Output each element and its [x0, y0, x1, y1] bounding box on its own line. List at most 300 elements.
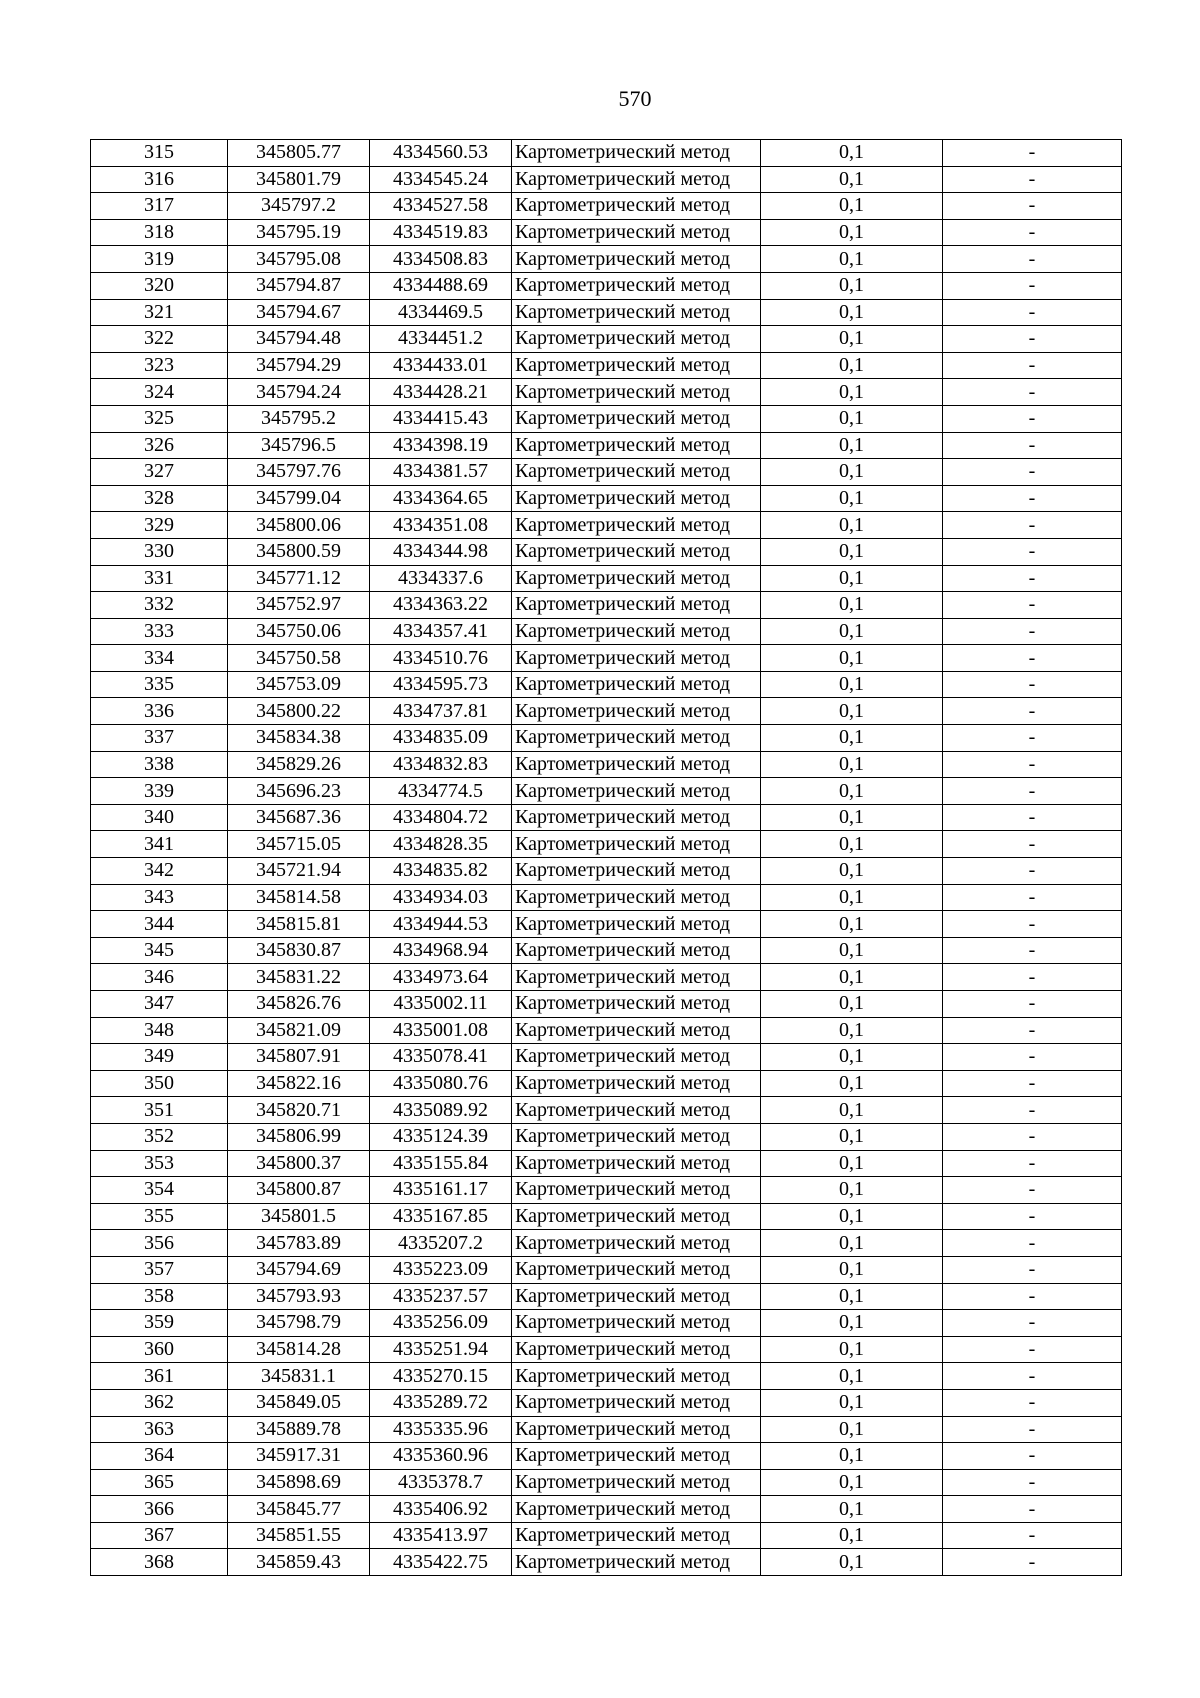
note-cell: - [943, 326, 1122, 353]
note-cell: - [943, 698, 1122, 725]
method-cell: Картометрический метод [512, 1310, 761, 1337]
accuracy-cell: 0,1 [761, 1150, 943, 1177]
accuracy-cell: 0,1 [761, 538, 943, 565]
method-cell: Картометрический метод [512, 485, 761, 512]
accuracy-cell: 0,1 [761, 1443, 943, 1470]
method-cell: Картометрический метод [512, 405, 761, 432]
accuracy-cell: 0,1 [761, 1203, 943, 1230]
x-coordinate-cell: 345783.89 [228, 1230, 370, 1257]
x-coordinate-cell: 345793.93 [228, 1283, 370, 1310]
method-cell: Картометрический метод [512, 1256, 761, 1283]
note-cell: - [943, 831, 1122, 858]
accuracy-cell: 0,1 [761, 1416, 943, 1443]
accuracy-cell: 0,1 [761, 1177, 943, 1204]
point-number-cell: 329 [91, 512, 228, 539]
table-row [91, 246, 1122, 273]
x-coordinate-cell: 345845.77 [228, 1496, 370, 1523]
point-number-cell: 343 [91, 884, 228, 911]
table-row [91, 1150, 1122, 1177]
note-cell: - [943, 1203, 1122, 1230]
table-row [91, 140, 1122, 167]
method-cell: Картометрический метод [512, 804, 761, 831]
note-cell: - [943, 1336, 1122, 1363]
x-coordinate-cell: 345799.04 [228, 485, 370, 512]
y-coordinate-cell: 4334828.35 [370, 831, 512, 858]
point-number-cell: 327 [91, 459, 228, 486]
note-cell: - [943, 1469, 1122, 1496]
accuracy-cell: 0,1 [761, 751, 943, 778]
y-coordinate-cell: 4334737.81 [370, 698, 512, 725]
point-number-cell: 323 [91, 352, 228, 379]
accuracy-cell: 0,1 [761, 219, 943, 246]
y-coordinate-cell: 4334968.94 [370, 937, 512, 964]
table-row [91, 804, 1122, 831]
note-cell: - [943, 1177, 1122, 1204]
y-coordinate-cell: 4334510.76 [370, 645, 512, 672]
accuracy-cell: 0,1 [761, 1230, 943, 1257]
note-cell: - [943, 379, 1122, 406]
table-row [91, 831, 1122, 858]
table-row [91, 1310, 1122, 1337]
point-number-cell: 363 [91, 1416, 228, 1443]
method-cell: Картометрический метод [512, 432, 761, 459]
x-coordinate-cell: 345800.59 [228, 538, 370, 565]
table-row [91, 991, 1122, 1018]
y-coordinate-cell: 4334944.53 [370, 911, 512, 938]
table-row [91, 645, 1122, 672]
y-coordinate-cell: 4334527.58 [370, 193, 512, 220]
x-coordinate-cell: 345794.29 [228, 352, 370, 379]
method-cell: Картометрический метод [512, 352, 761, 379]
y-coordinate-cell: 4334433.01 [370, 352, 512, 379]
x-coordinate-cell: 345859.43 [228, 1549, 370, 1576]
point-number-cell: 330 [91, 538, 228, 565]
note-cell: - [943, 512, 1122, 539]
point-number-cell: 355 [91, 1203, 228, 1230]
x-coordinate-cell: 345715.05 [228, 831, 370, 858]
method-cell: Картометрический метод [512, 991, 761, 1018]
method-cell: Картометрический метод [512, 1416, 761, 1443]
note-cell: - [943, 459, 1122, 486]
accuracy-cell: 0,1 [761, 326, 943, 353]
method-cell: Картометрический метод [512, 1044, 761, 1071]
accuracy-cell: 0,1 [761, 485, 943, 512]
table-row [91, 193, 1122, 220]
x-coordinate-cell: 345794.87 [228, 272, 370, 299]
y-coordinate-cell: 4334451.2 [370, 326, 512, 353]
accuracy-cell: 0,1 [761, 565, 943, 592]
note-cell: - [943, 1044, 1122, 1071]
table-row [91, 166, 1122, 193]
x-coordinate-cell: 345831.1 [228, 1363, 370, 1390]
note-cell: - [943, 618, 1122, 645]
note-cell: - [943, 1363, 1122, 1390]
y-coordinate-cell: 4335155.84 [370, 1150, 512, 1177]
x-coordinate-cell: 345687.36 [228, 804, 370, 831]
accuracy-cell: 0,1 [761, 1044, 943, 1071]
point-number-cell: 344 [91, 911, 228, 938]
method-cell: Картометрический метод [512, 246, 761, 273]
note-cell: - [943, 140, 1122, 167]
note-cell: - [943, 1017, 1122, 1044]
x-coordinate-cell: 345830.87 [228, 937, 370, 964]
note-cell: - [943, 858, 1122, 885]
y-coordinate-cell: 4334508.83 [370, 246, 512, 273]
point-number-cell: 349 [91, 1044, 228, 1071]
x-coordinate-cell: 345849.05 [228, 1389, 370, 1416]
x-coordinate-cell: 345801.5 [228, 1203, 370, 1230]
note-cell: - [943, 804, 1122, 831]
accuracy-cell: 0,1 [761, 512, 943, 539]
y-coordinate-cell: 4335360.96 [370, 1443, 512, 1470]
x-coordinate-cell: 345753.09 [228, 671, 370, 698]
note-cell: - [943, 565, 1122, 592]
accuracy-cell: 0,1 [761, 1363, 943, 1390]
note-cell: - [943, 1150, 1122, 1177]
y-coordinate-cell: 4335413.97 [370, 1522, 512, 1549]
table-row [91, 671, 1122, 698]
y-coordinate-cell: 4334364.65 [370, 485, 512, 512]
table-row [91, 592, 1122, 619]
table-row [91, 326, 1122, 353]
x-coordinate-cell: 345795.2 [228, 405, 370, 432]
y-coordinate-cell: 4334519.83 [370, 219, 512, 246]
point-number-cell: 316 [91, 166, 228, 193]
method-cell: Картометрический метод [512, 937, 761, 964]
note-cell: - [943, 592, 1122, 619]
point-number-cell: 352 [91, 1123, 228, 1150]
point-number-cell: 356 [91, 1230, 228, 1257]
point-number-cell: 315 [91, 140, 228, 167]
method-cell: Картометрический метод [512, 698, 761, 725]
table-row [91, 1177, 1122, 1204]
note-cell: - [943, 778, 1122, 805]
accuracy-cell: 0,1 [761, 725, 943, 752]
y-coordinate-cell: 4334344.98 [370, 538, 512, 565]
accuracy-cell: 0,1 [761, 1549, 943, 1576]
x-coordinate-cell: 345798.79 [228, 1310, 370, 1337]
y-coordinate-cell: 4335223.09 [370, 1256, 512, 1283]
point-number-cell: 358 [91, 1283, 228, 1310]
accuracy-cell: 0,1 [761, 379, 943, 406]
accuracy-cell: 0,1 [761, 352, 943, 379]
method-cell: Картометрический метод [512, 645, 761, 672]
y-coordinate-cell: 4334832.83 [370, 751, 512, 778]
table-row [91, 1230, 1122, 1257]
note-cell: - [943, 166, 1122, 193]
y-coordinate-cell: 4335335.96 [370, 1416, 512, 1443]
x-coordinate-cell: 345814.28 [228, 1336, 370, 1363]
note-cell: - [943, 991, 1122, 1018]
y-coordinate-cell: 4334973.64 [370, 964, 512, 991]
accuracy-cell: 0,1 [761, 1097, 943, 1124]
y-coordinate-cell: 4335289.72 [370, 1389, 512, 1416]
x-coordinate-cell: 345771.12 [228, 565, 370, 592]
table-row [91, 1123, 1122, 1150]
note-cell: - [943, 485, 1122, 512]
x-coordinate-cell: 345917.31 [228, 1443, 370, 1470]
table-row [91, 778, 1122, 805]
y-coordinate-cell: 4334835.09 [370, 725, 512, 752]
table-row [91, 219, 1122, 246]
page-number: 570 [618, 86, 652, 111]
table-row [91, 911, 1122, 938]
point-number-cell: 346 [91, 964, 228, 991]
x-coordinate-cell: 345797.2 [228, 193, 370, 220]
method-cell: Картометрический метод [512, 512, 761, 539]
x-coordinate-cell: 345800.37 [228, 1150, 370, 1177]
x-coordinate-cell: 345851.55 [228, 1522, 370, 1549]
accuracy-cell: 0,1 [761, 272, 943, 299]
x-coordinate-cell: 345721.94 [228, 858, 370, 885]
point-number-cell: 365 [91, 1469, 228, 1496]
accuracy-cell: 0,1 [761, 1070, 943, 1097]
accuracy-cell: 0,1 [761, 964, 943, 991]
table-row [91, 512, 1122, 539]
accuracy-cell: 0,1 [761, 299, 943, 326]
x-coordinate-cell: 345831.22 [228, 964, 370, 991]
y-coordinate-cell: 4335422.75 [370, 1549, 512, 1576]
accuracy-cell: 0,1 [761, 166, 943, 193]
table-row [91, 964, 1122, 991]
x-coordinate-cell: 345889.78 [228, 1416, 370, 1443]
accuracy-cell: 0,1 [761, 592, 943, 619]
accuracy-cell: 0,1 [761, 858, 943, 885]
x-coordinate-cell: 345752.97 [228, 592, 370, 619]
note-cell: - [943, 964, 1122, 991]
accuracy-cell: 0,1 [761, 671, 943, 698]
table-row [91, 1336, 1122, 1363]
method-cell: Картометрический метод [512, 193, 761, 220]
point-number-cell: 333 [91, 618, 228, 645]
y-coordinate-cell: 4334934.03 [370, 884, 512, 911]
x-coordinate-cell: 345797.76 [228, 459, 370, 486]
point-number-cell: 351 [91, 1097, 228, 1124]
method-cell: Картометрический метод [512, 671, 761, 698]
table-row [91, 1283, 1122, 1310]
accuracy-cell: 0,1 [761, 459, 943, 486]
y-coordinate-cell: 4335161.17 [370, 1177, 512, 1204]
point-number-cell: 353 [91, 1150, 228, 1177]
note-cell: - [943, 1123, 1122, 1150]
y-coordinate-cell: 4335089.92 [370, 1097, 512, 1124]
point-number-cell: 332 [91, 592, 228, 619]
point-number-cell: 319 [91, 246, 228, 273]
point-number-cell: 368 [91, 1549, 228, 1576]
y-coordinate-cell: 4335378.7 [370, 1469, 512, 1496]
method-cell: Картометрический метод [512, 1070, 761, 1097]
point-number-cell: 361 [91, 1363, 228, 1390]
method-cell: Картометрический метод [512, 1203, 761, 1230]
table-row [91, 352, 1122, 379]
accuracy-cell: 0,1 [761, 778, 943, 805]
method-cell: Картометрический метод [512, 140, 761, 167]
accuracy-cell: 0,1 [761, 698, 943, 725]
y-coordinate-cell: 4335001.08 [370, 1017, 512, 1044]
x-coordinate-cell: 345795.08 [228, 246, 370, 273]
point-number-cell: 321 [91, 299, 228, 326]
accuracy-cell: 0,1 [761, 831, 943, 858]
note-cell: - [943, 193, 1122, 220]
note-cell: - [943, 884, 1122, 911]
table-row [91, 1522, 1122, 1549]
table-row [91, 618, 1122, 645]
table-row [91, 459, 1122, 486]
method-cell: Картометрический метод [512, 1389, 761, 1416]
point-number-cell: 364 [91, 1443, 228, 1470]
accuracy-cell: 0,1 [761, 1496, 943, 1523]
coordinates-table [90, 139, 1122, 1576]
x-coordinate-cell: 345829.26 [228, 751, 370, 778]
accuracy-cell: 0,1 [761, 405, 943, 432]
point-number-cell: 360 [91, 1336, 228, 1363]
note-cell: - [943, 911, 1122, 938]
note-cell: - [943, 432, 1122, 459]
note-cell: - [943, 1230, 1122, 1257]
table-row [91, 1416, 1122, 1443]
accuracy-cell: 0,1 [761, 1123, 943, 1150]
y-coordinate-cell: 4334774.5 [370, 778, 512, 805]
y-coordinate-cell: 4334545.24 [370, 166, 512, 193]
y-coordinate-cell: 4335124.39 [370, 1123, 512, 1150]
method-cell: Картометрический метод [512, 1097, 761, 1124]
x-coordinate-cell: 345806.99 [228, 1123, 370, 1150]
x-coordinate-cell: 345826.76 [228, 991, 370, 1018]
note-cell: - [943, 725, 1122, 752]
y-coordinate-cell: 4335237.57 [370, 1283, 512, 1310]
x-coordinate-cell: 345822.16 [228, 1070, 370, 1097]
point-number-cell: 317 [91, 193, 228, 220]
accuracy-cell: 0,1 [761, 1310, 943, 1337]
accuracy-cell: 0,1 [761, 246, 943, 273]
method-cell: Картометрический метод [512, 459, 761, 486]
table-row [91, 751, 1122, 778]
y-coordinate-cell: 4334351.08 [370, 512, 512, 539]
y-coordinate-cell: 4335256.09 [370, 1310, 512, 1337]
note-cell: - [943, 405, 1122, 432]
point-number-cell: 362 [91, 1389, 228, 1416]
y-coordinate-cell: 4334560.53 [370, 140, 512, 167]
note-cell: - [943, 299, 1122, 326]
note-cell: - [943, 1389, 1122, 1416]
table-row [91, 698, 1122, 725]
accuracy-cell: 0,1 [761, 1256, 943, 1283]
method-cell: Картометрический метод [512, 272, 761, 299]
note-cell: - [943, 272, 1122, 299]
method-cell: Картометрический метод [512, 911, 761, 938]
table-body [91, 140, 1122, 1576]
y-coordinate-cell: 4334363.22 [370, 592, 512, 619]
point-number-cell: 322 [91, 326, 228, 353]
accuracy-cell: 0,1 [761, 1469, 943, 1496]
y-coordinate-cell: 4334398.19 [370, 432, 512, 459]
x-coordinate-cell: 345834.38 [228, 725, 370, 752]
table-row [91, 485, 1122, 512]
method-cell: Картометрический метод [512, 1522, 761, 1549]
point-number-cell: 340 [91, 804, 228, 831]
point-number-cell: 339 [91, 778, 228, 805]
x-coordinate-cell: 345795.19 [228, 219, 370, 246]
accuracy-cell: 0,1 [761, 1389, 943, 1416]
x-coordinate-cell: 345805.77 [228, 140, 370, 167]
point-number-cell: 324 [91, 379, 228, 406]
point-number-cell: 338 [91, 751, 228, 778]
y-coordinate-cell: 4335270.15 [370, 1363, 512, 1390]
method-cell: Картометрический метод [512, 592, 761, 619]
note-cell: - [943, 1416, 1122, 1443]
point-number-cell: 354 [91, 1177, 228, 1204]
method-cell: Картометрический метод [512, 1230, 761, 1257]
x-coordinate-cell: 345794.67 [228, 299, 370, 326]
table-row [91, 1443, 1122, 1470]
x-coordinate-cell: 345821.09 [228, 1017, 370, 1044]
table-row [91, 1017, 1122, 1044]
note-cell: - [943, 1097, 1122, 1124]
method-cell: Картометрический метод [512, 1123, 761, 1150]
point-number-cell: 366 [91, 1496, 228, 1523]
accuracy-cell: 0,1 [761, 1336, 943, 1363]
note-cell: - [943, 751, 1122, 778]
point-number-cell: 336 [91, 698, 228, 725]
note-cell: - [943, 1070, 1122, 1097]
x-coordinate-cell: 345898.69 [228, 1469, 370, 1496]
point-number-cell: 320 [91, 272, 228, 299]
method-cell: Картометрический метод [512, 299, 761, 326]
x-coordinate-cell: 345750.58 [228, 645, 370, 672]
note-cell: - [943, 1283, 1122, 1310]
accuracy-cell: 0,1 [761, 645, 943, 672]
method-cell: Картометрический метод [512, 565, 761, 592]
method-cell: Картометрический метод [512, 1496, 761, 1523]
point-number-cell: 337 [91, 725, 228, 752]
point-number-cell: 350 [91, 1070, 228, 1097]
point-number-cell: 347 [91, 991, 228, 1018]
accuracy-cell: 0,1 [761, 432, 943, 459]
y-coordinate-cell: 4335406.92 [370, 1496, 512, 1523]
x-coordinate-cell: 345750.06 [228, 618, 370, 645]
note-cell: - [943, 937, 1122, 964]
method-cell: Картометрический метод [512, 1549, 761, 1576]
method-cell: Картометрический метод [512, 618, 761, 645]
y-coordinate-cell: 4335078.41 [370, 1044, 512, 1071]
table-row [91, 405, 1122, 432]
method-cell: Картометрический метод [512, 858, 761, 885]
table-row [91, 1363, 1122, 1390]
note-cell: - [943, 246, 1122, 273]
y-coordinate-cell: 4334595.73 [370, 671, 512, 698]
point-number-cell: 342 [91, 858, 228, 885]
y-coordinate-cell: 4335251.94 [370, 1336, 512, 1363]
note-cell: - [943, 1496, 1122, 1523]
accuracy-cell: 0,1 [761, 991, 943, 1018]
x-coordinate-cell: 345814.58 [228, 884, 370, 911]
point-number-cell: 367 [91, 1522, 228, 1549]
point-number-cell: 359 [91, 1310, 228, 1337]
y-coordinate-cell: 4335207.2 [370, 1230, 512, 1257]
method-cell: Картометрический метод [512, 166, 761, 193]
table-row [91, 379, 1122, 406]
note-cell: - [943, 671, 1122, 698]
point-number-cell: 326 [91, 432, 228, 459]
accuracy-cell: 0,1 [761, 193, 943, 220]
method-cell: Картометрический метод [512, 538, 761, 565]
table-row [91, 299, 1122, 326]
table-row [91, 1097, 1122, 1124]
method-cell: Картометрический метод [512, 1017, 761, 1044]
point-number-cell: 357 [91, 1256, 228, 1283]
x-coordinate-cell: 345800.87 [228, 1177, 370, 1204]
method-cell: Картометрический метод [512, 1336, 761, 1363]
